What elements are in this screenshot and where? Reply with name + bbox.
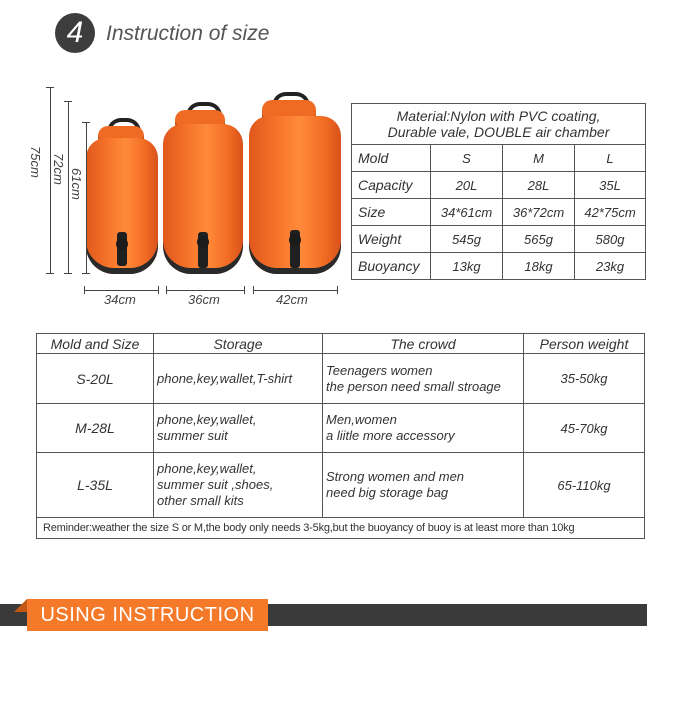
crowd-cell <box>323 404 524 453</box>
material-cell <box>352 104 646 145</box>
height-label-75: 75cm <box>28 146 43 178</box>
height-label-72: 72cm <box>51 153 66 185</box>
width-tick <box>166 286 167 294</box>
size-cell: L-35L <box>37 453 154 518</box>
storage-cell <box>154 404 323 453</box>
width-tick <box>337 286 338 294</box>
bag-small-valve <box>116 238 128 250</box>
width-tick <box>253 286 254 294</box>
height-tick <box>82 273 90 274</box>
height-tick <box>82 122 90 123</box>
spec-row <box>352 172 646 199</box>
width-label-34: 34cm <box>104 292 136 307</box>
column-header: The crowd <box>323 334 524 354</box>
spec-cell-m: 565g <box>503 226 575 253</box>
spec-cell-s: S <box>431 145 503 172</box>
section-title: Instruction of size <box>106 22 270 45</box>
spec-cell-l: L <box>575 145 646 172</box>
spec-cell-l: 42*75cm <box>575 199 646 226</box>
storage-line: summer suit ,shoes, <box>157 477 274 492</box>
width-label-36: 36cm <box>188 292 220 307</box>
crowd-line: Teenagers women <box>326 362 433 378</box>
bag-large-valve <box>289 234 301 246</box>
spec-cell-s: 13kg <box>431 253 503 280</box>
size-cell: S-20L <box>37 354 154 404</box>
height-label-61: 61cm <box>69 168 84 200</box>
storage-line: summer suit <box>157 428 228 443</box>
crowd-line: need big storage bag <box>326 485 449 500</box>
width-tick <box>158 286 159 294</box>
material-line: Material:Nylon with PVC coating, <box>396 108 601 124</box>
column-header: Storage <box>154 334 323 354</box>
table-row <box>37 404 645 453</box>
crowd-cell <box>323 354 524 404</box>
spec-cell-s: 545g <box>431 226 503 253</box>
spec-cell-s: 34*61cm <box>431 199 503 226</box>
storage-line: phone,key,wallet, <box>157 412 257 427</box>
width-tick <box>84 286 85 294</box>
storage-table <box>36 333 645 539</box>
person-weight-cell: 35-50kg <box>524 354 645 404</box>
height-tick <box>46 87 54 88</box>
bag-medium-valve <box>197 236 209 248</box>
spec-row <box>352 253 646 280</box>
crowd-line: Strong women and men <box>326 469 465 484</box>
spec-cell-l: 35L <box>575 172 646 199</box>
storage-cell <box>154 453 323 518</box>
material-line: Durable vale, DOUBLE air chamber <box>387 124 610 140</box>
spec-cell-l: 580g <box>575 226 646 253</box>
height-tick <box>64 273 72 274</box>
spec-cell-m: M <box>503 145 575 172</box>
crowd-line: Men,women <box>326 412 397 427</box>
spec-row-label: Buoyancy <box>352 253 431 280</box>
person-weight-cell: 45-70kg <box>524 404 645 453</box>
height-line-61 <box>86 122 87 273</box>
column-header: Person weight <box>524 334 645 354</box>
spec-row <box>352 199 646 226</box>
width-line-34 <box>84 290 158 291</box>
person-weight-cell: 65-110kg <box>524 453 645 518</box>
crowd-line: the person need small stroage <box>326 378 501 394</box>
step-number-badge: 4 <box>55 13 95 53</box>
storage-cell <box>154 354 323 404</box>
spec-cell-m: 18kg <box>503 253 575 280</box>
storage-line: other small kits <box>157 493 244 508</box>
spec-cell-s: 20L <box>431 172 503 199</box>
width-line-42 <box>253 290 337 291</box>
spec-row-label: Capacity <box>352 172 431 199</box>
spec-row <box>352 145 646 172</box>
crowd-cell <box>323 453 524 518</box>
column-header: Mold and Size <box>37 334 154 354</box>
spec-row <box>352 226 646 253</box>
table-row <box>37 354 645 404</box>
spec-row-label: Mold <box>352 145 431 172</box>
table-row <box>37 453 645 518</box>
width-tick <box>244 286 245 294</box>
spec-material-row <box>352 104 646 145</box>
height-tick <box>46 273 54 274</box>
storage-line: phone,key,wallet, <box>157 461 257 476</box>
banner-label: USING INSTRUCTION <box>27 599 268 631</box>
spec-table <box>351 103 646 280</box>
banner-fold <box>14 599 27 612</box>
reminder-row <box>37 518 645 539</box>
crowd-line: a liitle more accessory <box>326 428 455 443</box>
spec-cell-m: 36*72cm <box>503 199 575 226</box>
spec-row-label: Size <box>352 199 431 226</box>
spec-row-label: Weight <box>352 226 431 253</box>
spec-cell-l: 23kg <box>575 253 646 280</box>
width-label-42: 42cm <box>276 292 308 307</box>
spec-cell-m: 28L <box>503 172 575 199</box>
storage-header-row <box>37 334 645 354</box>
size-cell: M-28L <box>37 404 154 453</box>
storage-line: phone,key,wallet,T-shirt <box>157 370 293 386</box>
height-tick <box>64 101 72 102</box>
reminder-text: Reminder:weather the size S or M,the body only needs 3-5kg,but the buoyancy of buoy is at least more than 10kg <box>37 518 645 539</box>
width-line-36 <box>166 290 244 291</box>
